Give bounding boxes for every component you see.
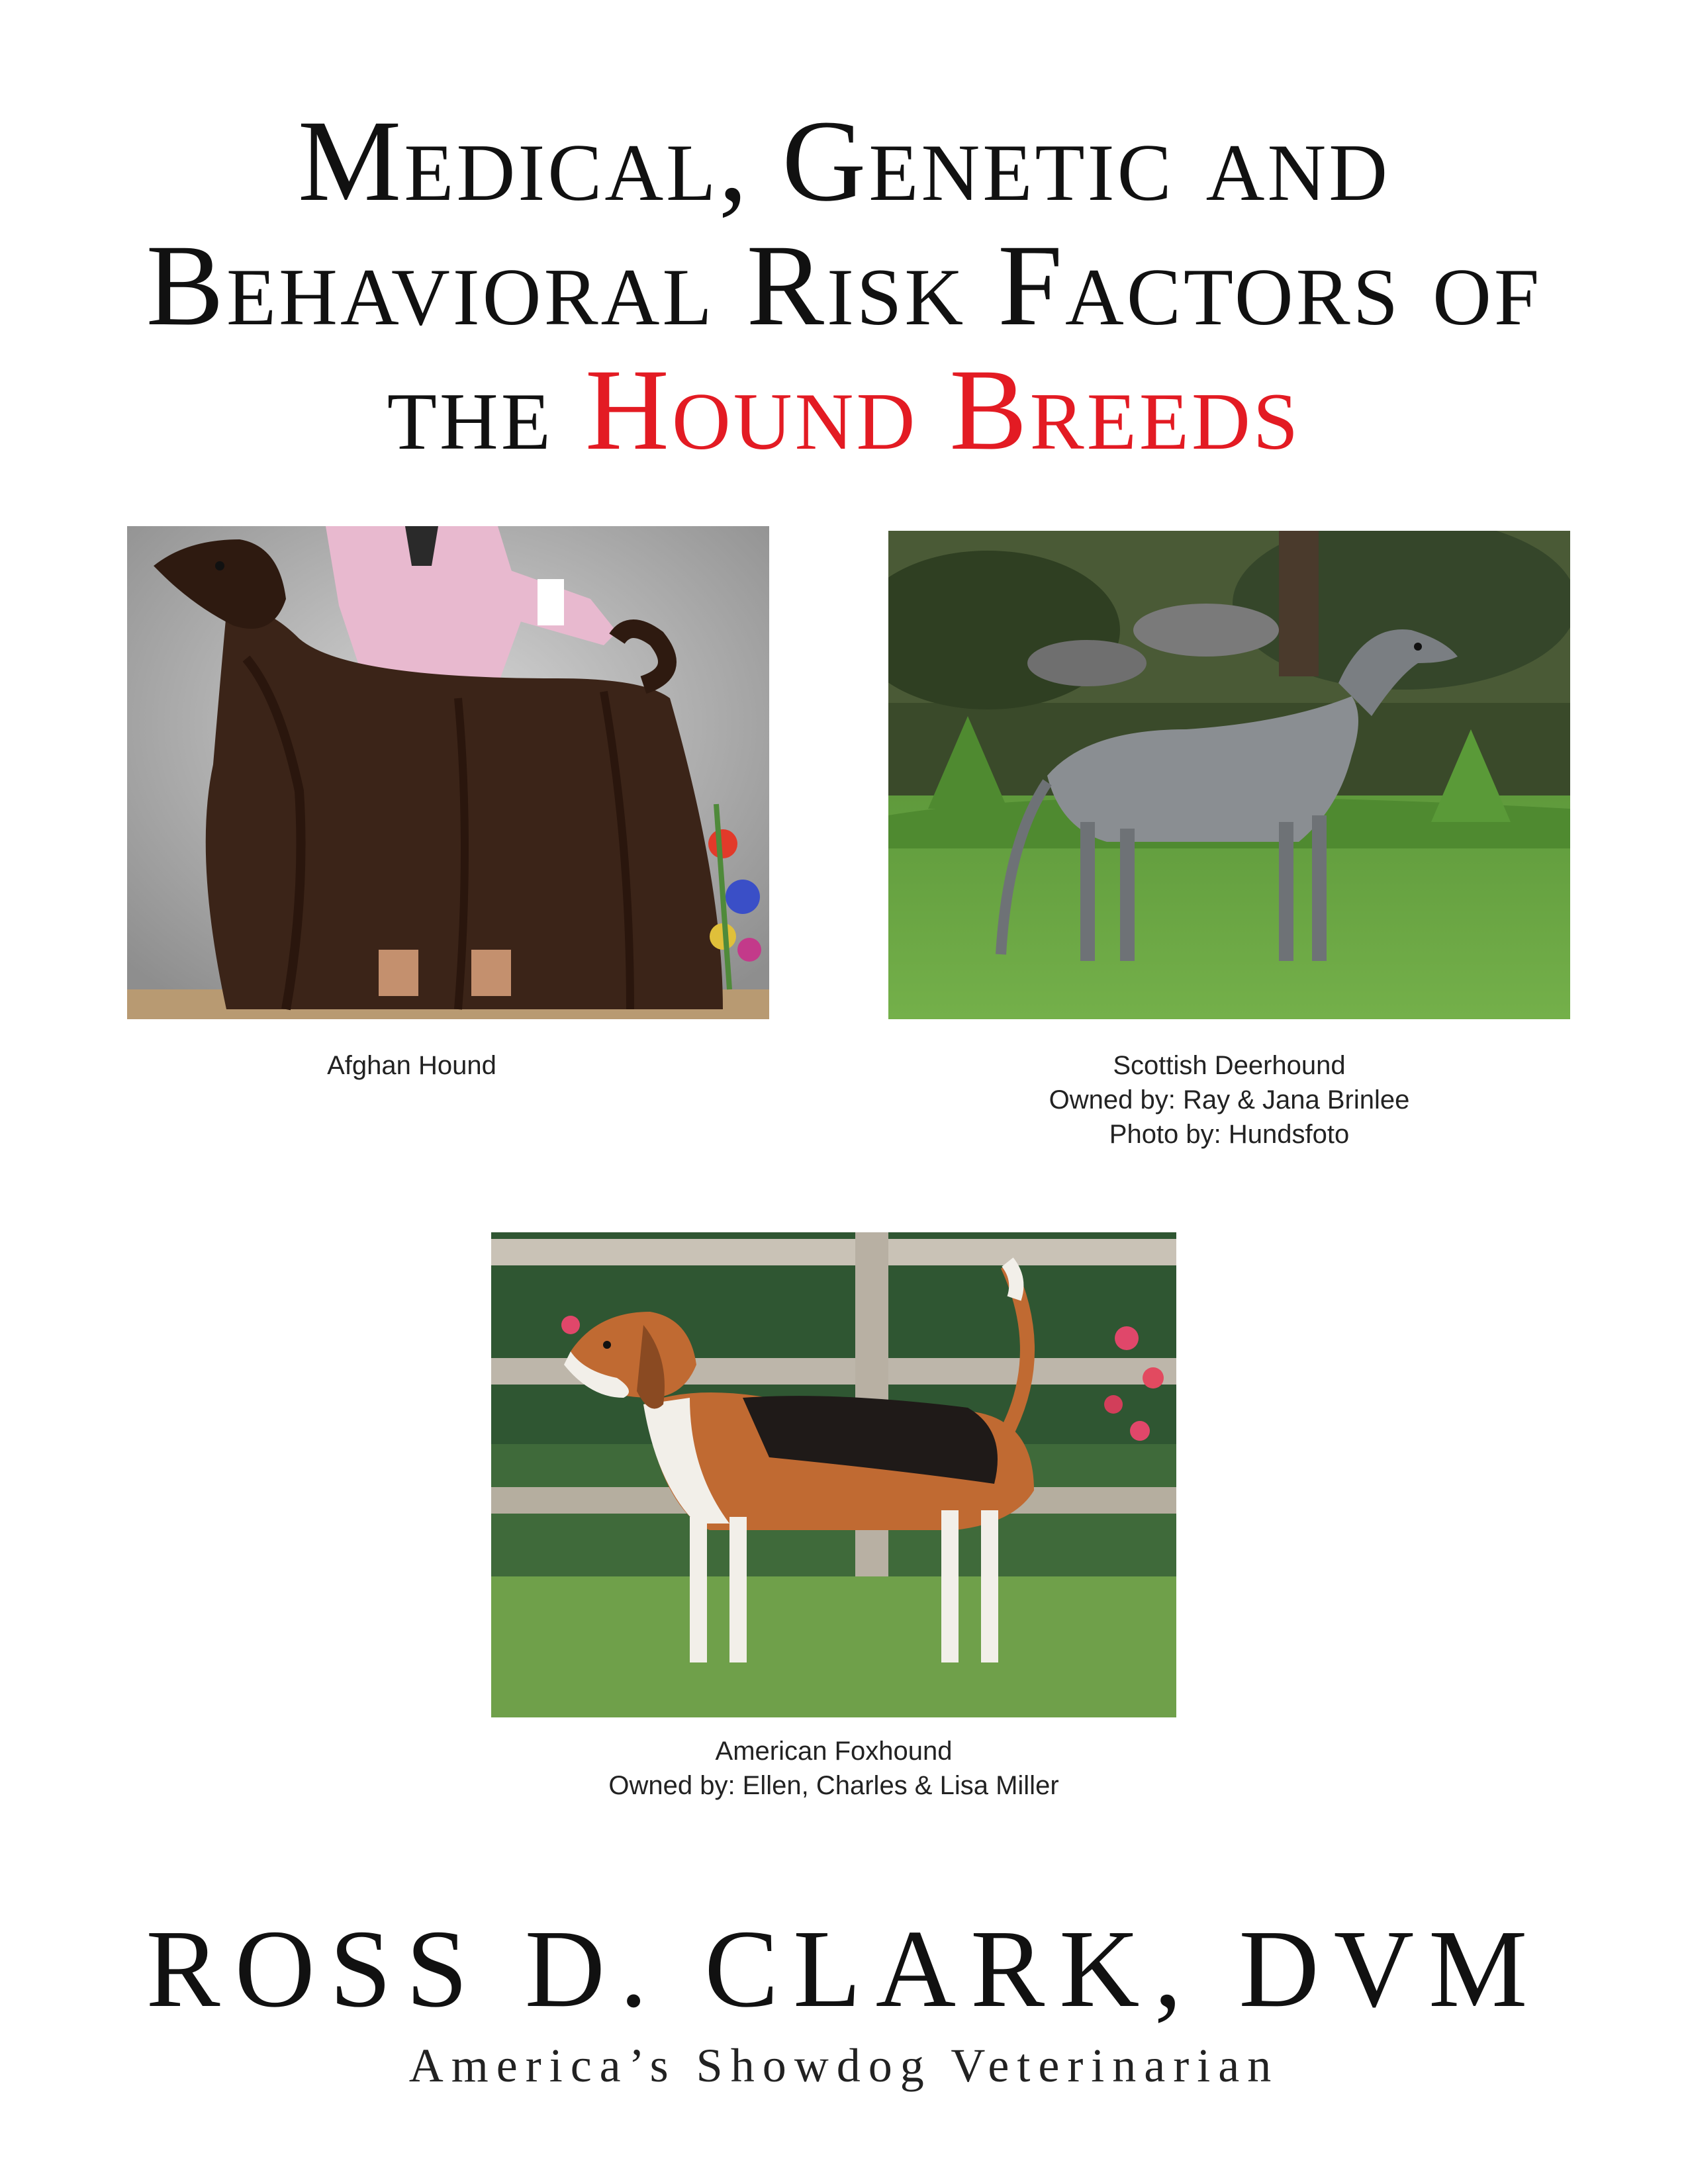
caption-line: Owned by: Ray & Jana Brinlee xyxy=(1049,1085,1410,1115)
title-line-3-prefix: the xyxy=(387,345,553,475)
title-line-2: Behavioral Risk Factors of xyxy=(146,221,1542,350)
american-foxhound-caption xyxy=(491,1734,1176,1803)
afghan-hound-caption xyxy=(127,1048,696,1083)
title-line-3 xyxy=(0,345,1688,475)
scottish-deerhound-photo xyxy=(888,531,1570,1019)
author-tagline: America’s Showdog Veterinarian xyxy=(408,2039,1280,2092)
caption-line: Scottish Deerhound xyxy=(1113,1051,1346,1080)
title-highlight: Hound Breeds xyxy=(585,345,1301,475)
caption-line: Photo by: Hundsfoto xyxy=(1109,1120,1350,1149)
scottish-deerhound-caption xyxy=(888,1048,1570,1152)
caption-line: Afghan Hound xyxy=(327,1051,496,1080)
book-title xyxy=(0,99,1688,473)
title-line-1: Medical, Genetic and xyxy=(297,97,1391,226)
afghan-hound-photo xyxy=(127,526,769,1019)
caption-line: American Foxhound xyxy=(715,1737,953,1766)
author-name: ROSS D. CLARK, DVM xyxy=(146,1907,1542,2030)
american-foxhound-photo xyxy=(491,1232,1176,1717)
caption-line: Owned by: Ellen, Charles & Lisa Miller xyxy=(608,1771,1059,1800)
